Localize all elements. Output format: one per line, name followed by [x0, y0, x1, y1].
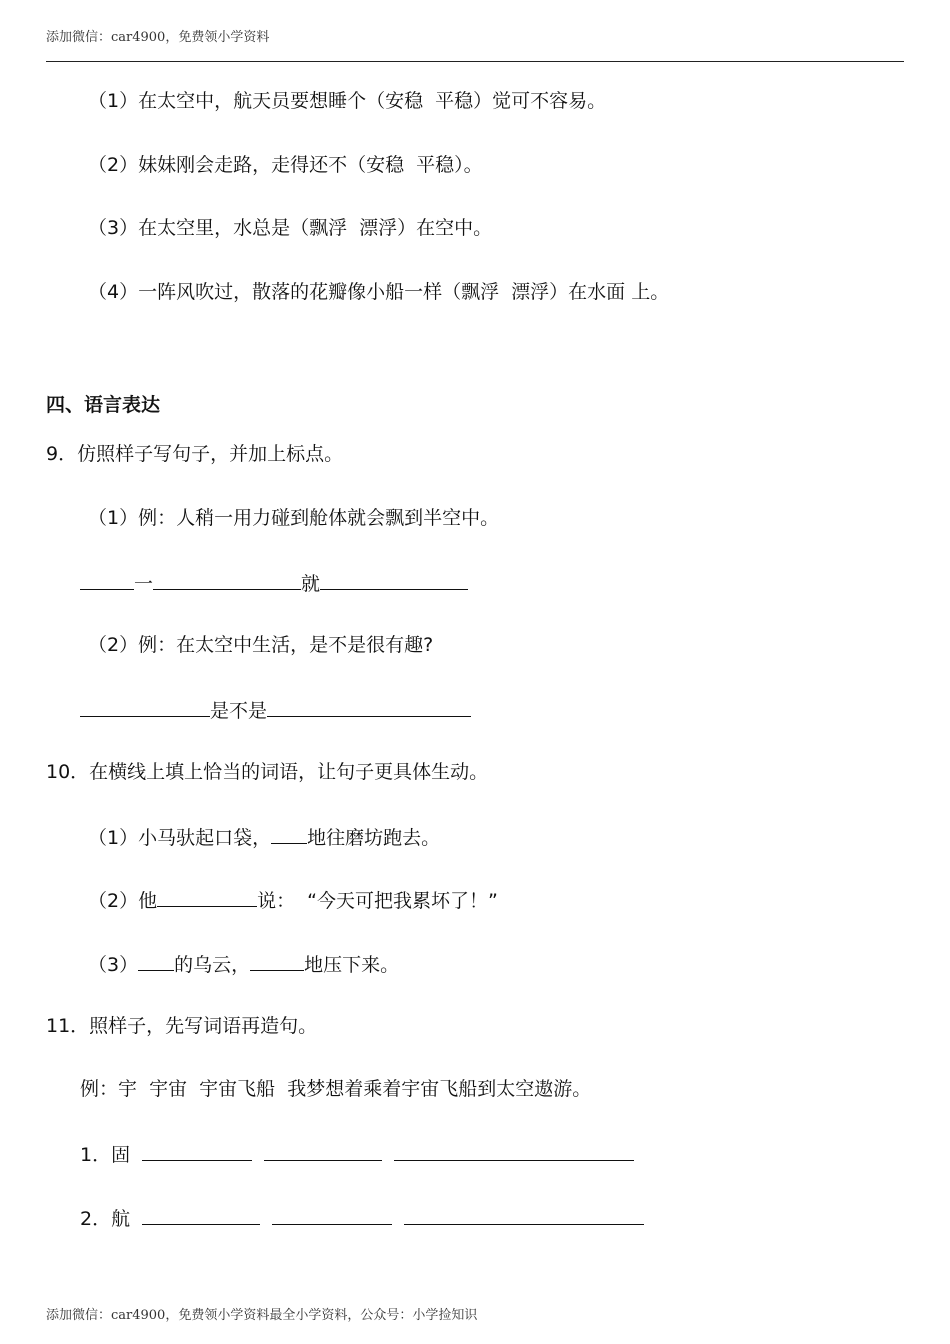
answer-blank[interactable] — [142, 1204, 260, 1225]
answer-blank[interactable] — [157, 886, 257, 907]
section-title: 四、语言表达 — [46, 394, 161, 416]
q8-item-4: （4）一阵风吹过，散落的花瓣像小船一样（飘浮 漂浮）在水面 上。 — [88, 281, 670, 303]
q10-item-3-text-c: 地压下来。 — [304, 954, 400, 976]
q11-item-1 — [80, 1140, 634, 1168]
q9-fill-2-word: 是不是 — [210, 700, 268, 722]
q10-item-2-text-a: （2）他 — [88, 890, 158, 912]
q9-example-2: （2）例：在太空中生活，是不是很有趣? — [88, 634, 434, 656]
q10-item-3-text-a: （3） — [88, 954, 139, 976]
q9-fill-1-word-a: 一 — [134, 573, 154, 595]
q9-fill-1-word-b: 就 — [301, 573, 321, 595]
q11-item-2 — [80, 1204, 644, 1232]
answer-blank[interactable] — [142, 1140, 252, 1161]
q9-fill-1 — [80, 569, 468, 597]
answer-blank[interactable] — [264, 1140, 382, 1161]
answer-blank[interactable] — [153, 569, 301, 590]
q10-item-1-text-a: （1）小马驮起口袋， — [88, 827, 272, 849]
q9-fill-2 — [80, 696, 471, 724]
q9-prompt: 9．仿照样子写句子，并加上标点。 — [46, 443, 344, 465]
q8-item-2: （2）妹妹刚会走路，走得还不（安稳 平稳）。 — [88, 154, 483, 176]
q10-item-3 — [88, 950, 399, 978]
q11-item-1-char: 1．固 — [80, 1144, 131, 1166]
answer-blank[interactable] — [272, 1204, 392, 1225]
answer-blank[interactable] — [394, 1140, 634, 1161]
q11-item-2-char: 2．航 — [80, 1208, 131, 1230]
page-footer: 添加微信：car4900，免费领小学资料最全小学资料，公众号：小学捡知识 — [46, 1308, 478, 1323]
q10-prompt: 10．在横线上填上恰当的词语，让句子更具体生动。 — [46, 761, 489, 783]
answer-blank[interactable] — [404, 1204, 644, 1225]
q10-item-3-text-b: 的乌云， — [174, 954, 251, 976]
page-header: 添加微信：car4900，免费领小学资料 — [46, 30, 270, 45]
q8-item-1: （1）在太空中，航天员要想睡个（安稳 平稳）觉可不容易。 — [88, 90, 607, 112]
q10-item-1 — [88, 823, 440, 851]
answer-blank[interactable] — [271, 823, 307, 844]
header-rule — [46, 61, 904, 62]
q10-item-2 — [88, 886, 498, 914]
q9-example-1: （1）例：人稍一用力碰到舱体就会飘到半空中。 — [88, 507, 500, 529]
q11-prompt: 11．照样子，先写词语再造句。 — [46, 1015, 318, 1037]
q11-example: 例：宇 宇宙 宇宙飞船 我梦想着乘着宇宙飞船到太空遨游。 — [80, 1078, 592, 1100]
answer-blank[interactable] — [320, 569, 468, 590]
q8-item-3: （3）在太空里，水总是（飘浮 漂浮）在空中。 — [88, 217, 493, 239]
answer-blank[interactable] — [138, 950, 174, 971]
answer-blank[interactable] — [80, 569, 134, 590]
q10-item-1-text-b: 地往磨坊跑去。 — [307, 827, 441, 849]
answer-blank[interactable] — [267, 696, 471, 717]
answer-blank[interactable] — [80, 696, 210, 717]
answer-blank[interactable] — [250, 950, 304, 971]
q10-item-2-text-b: 说： “今天可把我累坏了！” — [257, 890, 498, 912]
